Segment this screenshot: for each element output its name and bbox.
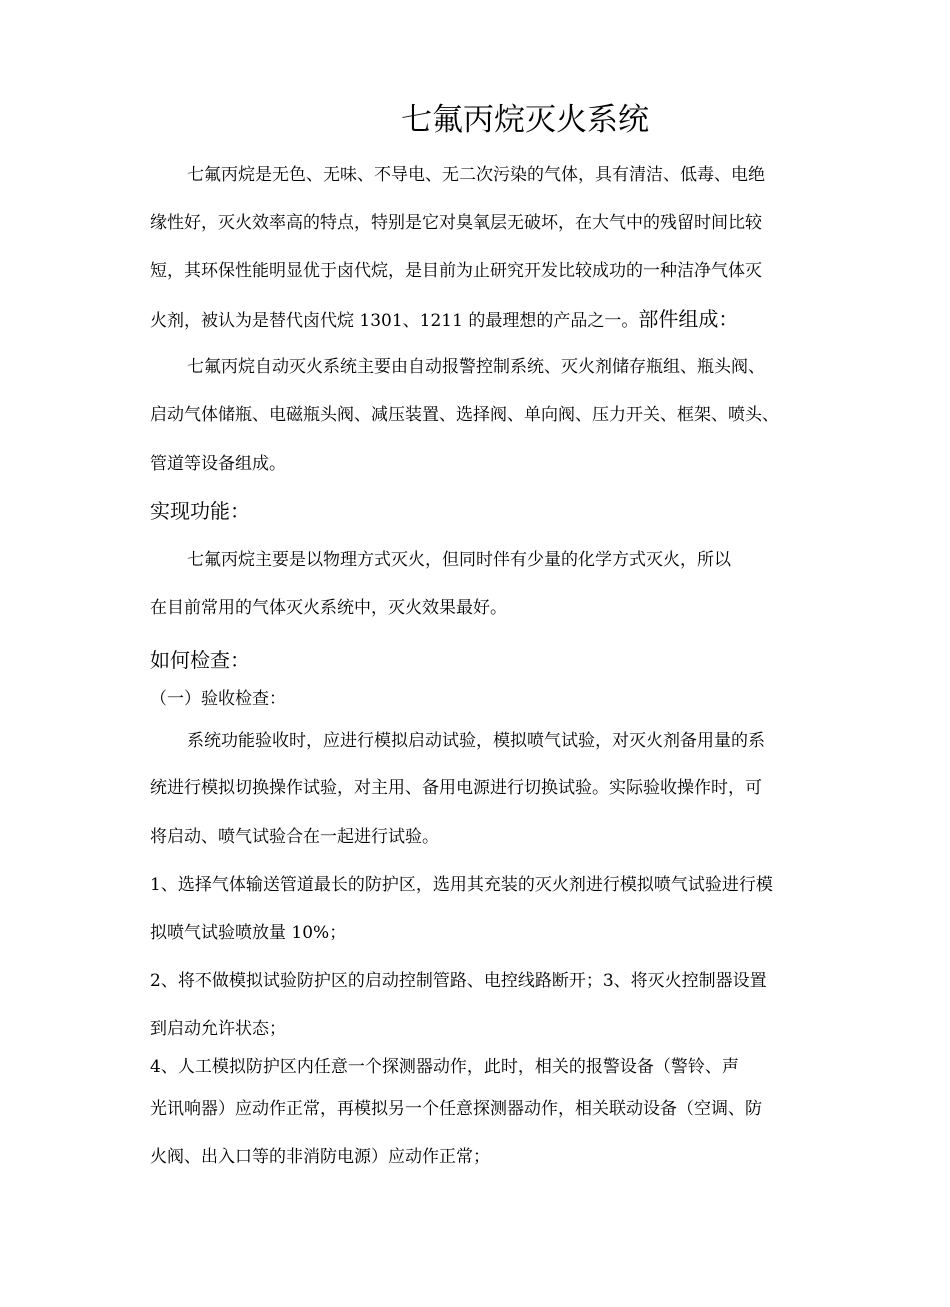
functions-heading: 实现功能： [150, 499, 250, 523]
functions-line-2: 在目前常用的气体灭火系统中，灭火效果最好。 [150, 598, 507, 618]
intro-line-3: 短，其环保性能明显优于卤代烷，是目前为止研究开发比较成功的一种洁净气体灭 [150, 261, 762, 281]
components-line-3: 管道等设备组成。 [150, 454, 286, 474]
step-1-line-2: 拟喷气试验喷放量 10%； [150, 923, 347, 943]
step-4-line-3: 火阀、出入口等的非消防电源）应动作正常； [150, 1147, 490, 1167]
step-4-line-1: 4、人工模拟防护区内任意一个探测器动作，此时，相关的报警设备（警铃、声 [150, 1057, 739, 1077]
acceptance-sub-heading: （一）验收检查： [150, 689, 286, 709]
intro-line-1: 七氟丙烷是无色、无味、不导电、无二次污染的气体，具有清洁、低毒、电绝 [187, 165, 765, 185]
step-1-line-1: 1、选择气体输送管道最长的防护区，选用其充装的灭火剂进行模拟喷气试验进行模 [150, 875, 773, 895]
functions-line-1: 七氟丙烷主要是以物理方式灭火，但同时伴有少量的化学方式灭火，所以 [187, 550, 731, 570]
intro-line-4 [150, 307, 738, 333]
intro-line-2: 缘性好，灭火效率高的特点，特别是它对臭氧层无破坏，在大气中的残留时间比较 [150, 213, 762, 233]
acceptance-line-3: 将启动、喷气试验合在一起进行试验。 [150, 827, 439, 847]
components-heading: 部件组成： [638, 307, 739, 331]
step-2-line-2: 到启动允许状态； [150, 1019, 286, 1039]
intro-line-4-text: 火剂，被认为是替代卤代烷 1301、1211 的最理想的产品之一。 [150, 311, 639, 331]
acceptance-line-1: 系统功能验收时，应进行模拟启动试验，模拟喷气试验，对灭火剂备用量的系 [187, 731, 765, 751]
inspection-heading: 如何检查： [150, 648, 250, 672]
document-title: 七氟丙烷灭火系统 [401, 102, 649, 138]
acceptance-line-2: 统进行模拟切换操作试验，对主用、备用电源进行切换试验。实际验收操作时，可 [150, 778, 762, 798]
components-line-1: 七氟丙烷自动灭火系统主要由自动报警控制系统、灭火剂储存瓶组、瓶头阀、 [187, 357, 765, 377]
step-4-line-2: 光讯响器）应动作正常，再模拟另一个任意探测器动作，相关联动设备（空调、防 [150, 1099, 762, 1119]
step-2-line-1: 2、将不做模拟试验防护区的启动控制管路、电控线路断开；3、将灭火控制器设置 [150, 971, 767, 991]
components-line-2: 启动气体储瓶、电磁瓶头阀、减压装置、选择阀、单向阀、压力开关、框架、喷头、 [150, 405, 779, 425]
